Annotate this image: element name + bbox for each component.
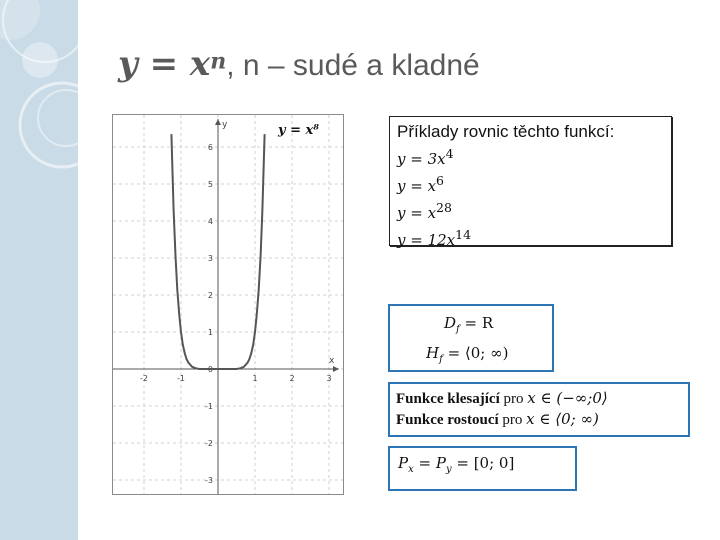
example-equation: $y = x^6$ — [397, 173, 444, 195]
x-axis-label: x — [329, 356, 335, 366]
example-equation: $y = x^{28}$ — [397, 200, 452, 222]
examples-heading: Příklady rovnic těchto funkcí: — [397, 122, 615, 141]
decreasing-line: Funkce klesající pro x ∈ (−∞;0⟩ — [396, 389, 608, 407]
y-tick-label: 6 — [207, 143, 213, 152]
domain-line: $D_f = R$ — [444, 314, 494, 335]
intersections-line: $P_x = P_y = [0$; 0] — [398, 454, 515, 475]
x-tick-label: 3 — [326, 374, 332, 383]
y-tick-label: 3 — [207, 254, 213, 263]
y-axis-arrow — [215, 119, 221, 125]
title-exponent: n — [210, 48, 227, 75]
graph-svg — [113, 115, 343, 494]
y-tick-label: 5 — [207, 180, 213, 189]
y-tick-label: 4 — [207, 217, 213, 226]
page-title — [118, 44, 480, 94]
y-tick-label: -3 — [205, 476, 213, 485]
intersections-box — [388, 446, 577, 491]
domain-range-box — [388, 304, 554, 372]
x-tick-label: 2 — [289, 374, 295, 383]
title-math: y = x — [118, 44, 211, 84]
y-tick-label: 0 — [207, 365, 213, 374]
y-tick-label: -2 — [205, 439, 213, 448]
decorative-circles — [0, 0, 78, 540]
function-graph — [112, 114, 344, 495]
monotony-box — [388, 382, 690, 437]
x-axis-arrow — [333, 366, 339, 372]
title-rest: , n – sudé a kladné — [226, 49, 480, 82]
example-equation: $y = 12x^{14}$ — [397, 227, 472, 249]
x-tick-label: 1 — [252, 374, 258, 383]
x-tick-label: -1 — [177, 374, 185, 383]
range-line: $H_f$ = ⟨0; ∞) — [426, 344, 509, 365]
y-axis-label: y — [222, 120, 228, 130]
x-tick-label: -2 — [140, 374, 148, 383]
graph-label: y = x⁸ — [278, 123, 319, 138]
increasing-line: Funkce rostoucí pro x ∈ ⟨0; ∞) — [396, 410, 599, 428]
example-equation: $y = 3x^4$ — [397, 146, 454, 168]
y-tick-label: 1 — [207, 328, 213, 337]
decorative-sidebar — [0, 0, 78, 540]
y-tick-label: -1 — [205, 402, 213, 411]
y-tick-label: 2 — [207, 291, 213, 300]
examples-box — [389, 116, 672, 249]
